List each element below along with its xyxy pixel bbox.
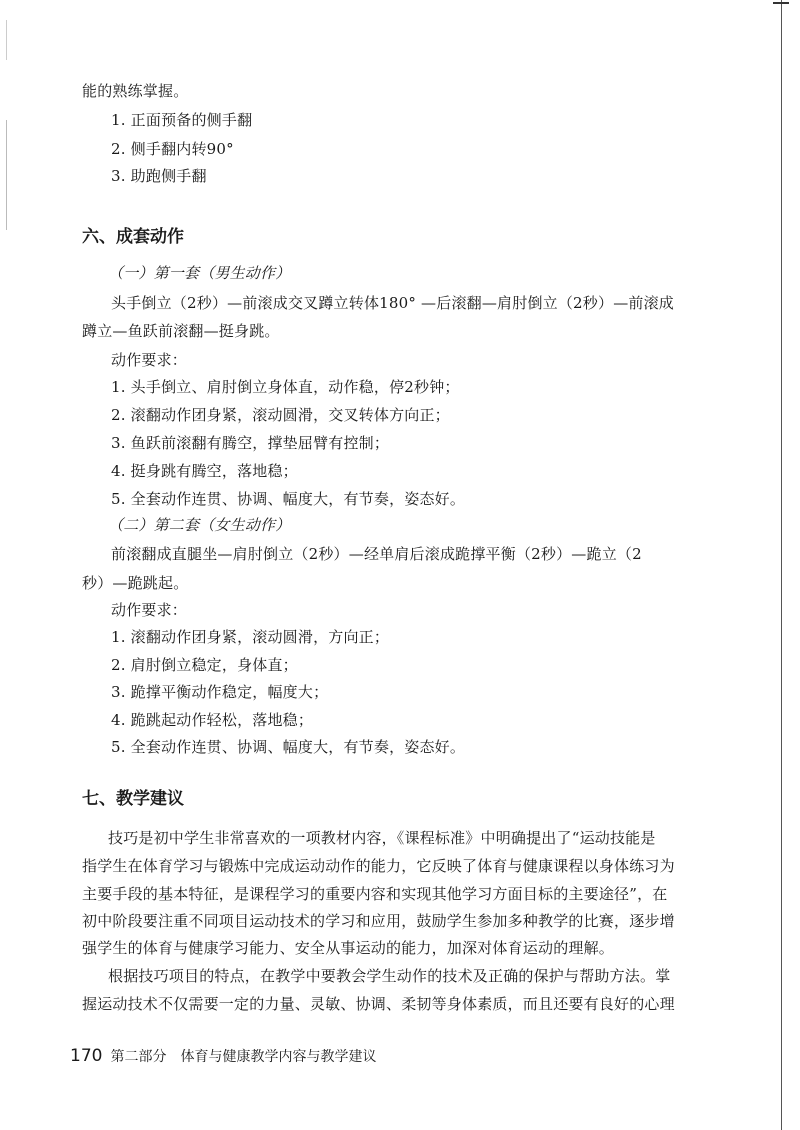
paragraph-line: 指学生在体育学习与锻炼中完成运动动作的能力，它反映了体育与健康课程以身体练习为 (82, 857, 675, 875)
list-item: 1. 滚翻动作团身紧，滚动圆滑，方向正； (111, 628, 390, 646)
paragraph-line: 蹲立—鱼跃前滚翻—挺身跳。 (82, 322, 280, 340)
paragraph-line: 前滚翻成直腿坐—肩肘倒立（2秒）—经单肩后滚成跪撑平衡（2秒）—跪立（2 (111, 545, 642, 563)
list-item: 1. 正面预备的侧手翻 (111, 111, 253, 129)
paragraph-line: 主要手段的基本特征，是课程学习的重要内容和实现其他学习方面目标的主要途径”，在 (82, 885, 668, 903)
paragraph-line: 头手倒立（2秒）—前滚成交叉蹲立转体180° —后滚翻—肩肘倒立（2秒）—前滚成 (111, 294, 674, 312)
list-item: 4. 挺身跳有腾空，落地稳； (111, 462, 298, 480)
section-heading: 七、教学建议 (82, 789, 184, 809)
list-item: 2. 肩肘倒立稳定，身体直； (111, 656, 298, 674)
footer-text: 第二部分 体育与健康教学内容与教学建议 (110, 1049, 377, 1065)
paragraph-line: 根据技巧项目的特点，在教学中要教会学生动作的技术及正确的保护与帮助方法。掌 (108, 967, 671, 985)
list-item: 2. 滚翻动作团身紧，滚动圆滑，交叉转体方向正； (111, 406, 450, 424)
paragraph-line: 握运动技术不仅需要一定的力量、灵敏、协调、柔韧等身体素质，而且还要有良好的心理 (82, 995, 675, 1013)
paragraph-line: 秒）—跪跳起。 (82, 574, 189, 592)
page-edge-mark (773, 2, 789, 4)
requirements-label: 动作要求： (111, 601, 188, 619)
page-number: 170 (70, 1046, 103, 1066)
list-item: 3. 鱼跃前滚翻有腾空，撑垫屈臂有控制； (111, 434, 390, 452)
page-footer (70, 1046, 376, 1067)
page-edge-line (781, 0, 782, 1130)
binding-line (6, 120, 7, 230)
paragraph-line: 初中阶段要注重不同项目运动技术的学习和应用，鼓励学生参加多种教学的比赛，逐步增 (82, 912, 675, 930)
binding-line-top (6, 20, 7, 60)
list-item: 5. 全套动作连贯、协调、幅度大，有节奏，姿态好。 (111, 738, 466, 756)
subsection-heading: （一）第一套（男生动作） (108, 264, 291, 282)
paragraph-line: 技巧是初中学生非常喜欢的一项教材内容，《课程标准》中明确提出了“运动技能是 (108, 829, 656, 847)
list-item: 1. 头手倒立、肩肘倒立身体直，动作稳，停2秒钟； (111, 378, 460, 396)
list-item: 4. 跪跳起动作轻松，落地稳； (111, 711, 314, 729)
list-item: 2. 侧手翻内转90° (111, 140, 234, 158)
list-item: 3. 跪撑平衡动作稳定，幅度大； (111, 683, 329, 701)
subsection-heading: （二）第二套（女生动作） (108, 516, 291, 534)
intro-tail: 能的熟练掌握。 (82, 82, 189, 100)
list-item: 5. 全套动作连贯、协调、幅度大，有节奏，姿态好。 (111, 490, 466, 508)
requirements-label: 动作要求： (111, 351, 188, 369)
paragraph-line: 强学生的体育与健康学习能力、安全从事运动的能力，加深对体育运动的理解。 (82, 939, 615, 957)
list-item: 3. 助跑侧手翻 (111, 167, 207, 185)
section-heading: 六、成套动作 (82, 227, 184, 247)
